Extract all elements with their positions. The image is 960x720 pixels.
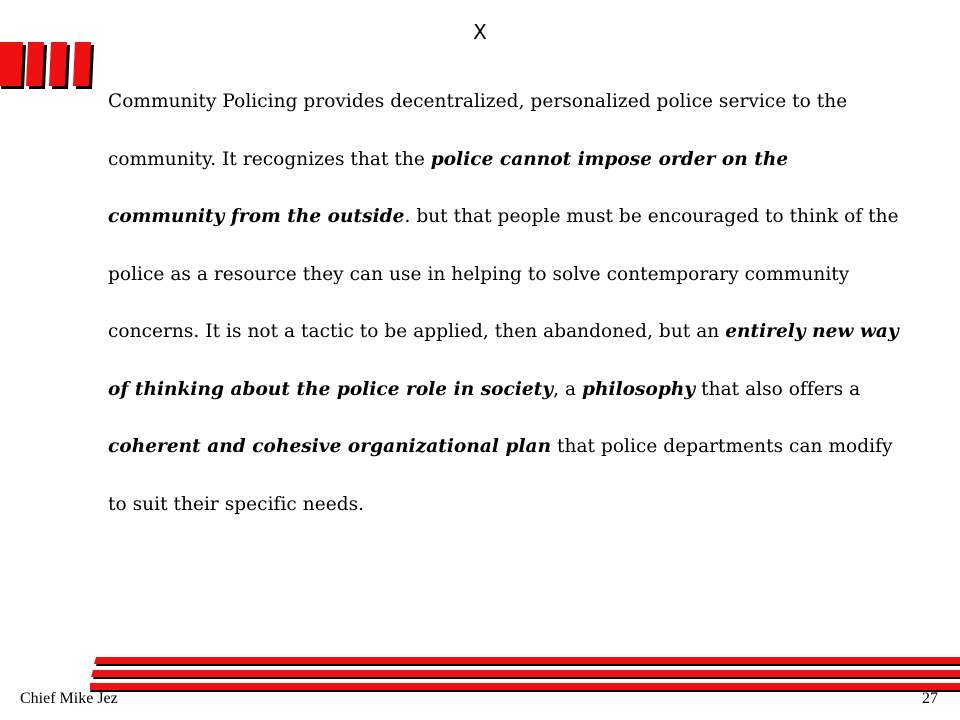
footer-author: Chief Mike Jez xyxy=(20,690,118,707)
body-text-emphasis: entirely new way of thinking about the police role in society xyxy=(108,321,899,400)
body-text-segment: . but that people must be encouraged to think of the police as a resource they can use in helping to solve contemporary community concerns. It is not a tactic to be applied, then abandoned, but an xyxy=(108,206,899,342)
body-text-segment: that police departments can modify to suit their specific needs. xyxy=(108,436,893,515)
page-number: 27 xyxy=(922,690,938,707)
red-bars-logo xyxy=(0,40,104,92)
body-text-emphasis: coherent and cohesive organizational plan xyxy=(108,436,552,457)
body-paragraph xyxy=(108,73,908,533)
body-text-emphasis: police cannot impose order on the community from the outside xyxy=(108,148,789,227)
footer-stripe-bars xyxy=(90,657,960,690)
footer-stripes xyxy=(90,654,960,694)
body-text-emphasis: philosophy xyxy=(582,378,696,400)
body-text-segment: Community Policing provides decentralized, personalized police service to the community. It recognizes that the xyxy=(108,91,848,170)
slide-title: X xyxy=(473,20,487,44)
body-text-segment: , a xyxy=(553,378,583,400)
body-text-segment: that also offers a xyxy=(695,378,861,400)
